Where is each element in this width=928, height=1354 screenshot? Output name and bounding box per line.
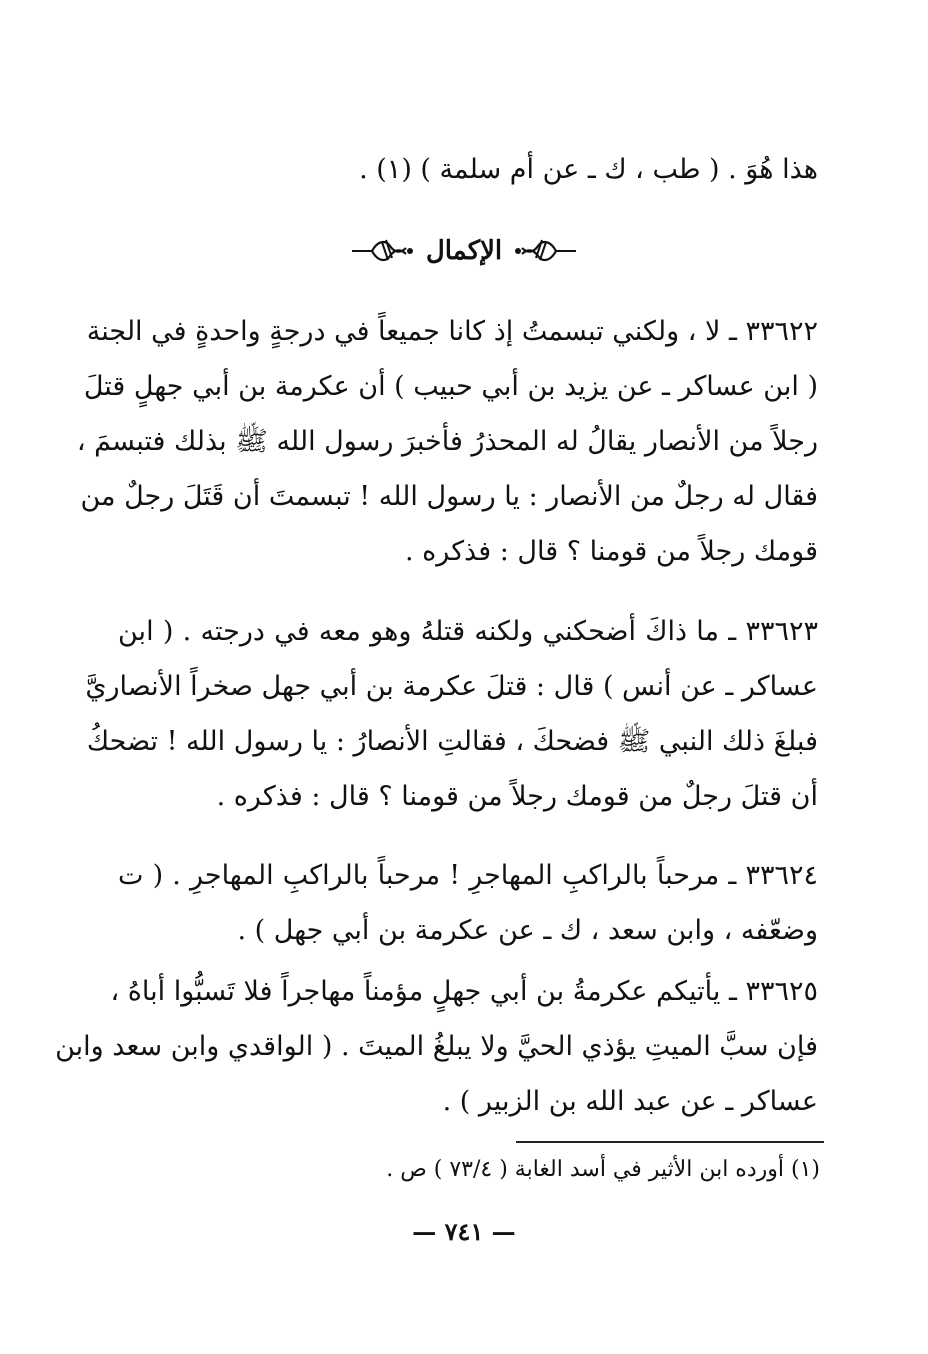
paragraph-line: ( ابن عساكر ـ عن يزيد بن أبي حبيب ) أن عكرمة بن أبي جهلٍ قتلَ	[83, 371, 818, 402]
footnote: (١) أورده ابن الأثير في أسد الغابة ( ٧٣/٤ ) ص .	[386, 1157, 820, 1182]
paragraph-line: ٣٣٦٢٥ ـ يأتيكم عكرمةُ بن أبي جهلٍ مؤمناً مهاجراً فلا تَسبُّوا أباهُ ،	[110, 976, 818, 1007]
paragraph-line: وضعّفه ، وابن سعد ، ك ـ عن عكرمة بن أبي جهل ) .	[237, 915, 818, 946]
paragraph-line: فبلغَ ذلك النبي ﷺ فضحكَ ، فقالتِ الأنصارُ : يا رسول الله ! تضحكُ	[86, 726, 818, 757]
section-title: الإكمال	[425, 236, 503, 266]
top-line: هذا هُوَ . ( طب ، ك ـ عن أم سلمة ) (١) .	[359, 154, 818, 185]
paragraph-line: قومك رجلاً من قومنا ؟ قال : فذكره .	[404, 536, 818, 567]
footnote-divider	[516, 1141, 824, 1143]
paragraph-line: فإن سبَّ الميتِ يؤذي الحيَّ ولا يبلغُ الميتَ . ( الواقدي وابن سعد وابن	[55, 1031, 818, 1062]
paragraph-line: ٣٣٦٢٢ ـ لا ، ولكني تبسمتُ إذ كانا جميعاً في درجةٍ واحدةٍ في الجنة	[86, 316, 818, 347]
paragraph-line: عساكر ـ عن عبد الله بن الزبير ) .	[442, 1086, 818, 1117]
page-number: — ٧٤١ —	[412, 1217, 516, 1246]
paragraph-line: رجلاً من الأنصار يقالُ له المحذرُ فأخبرَ رسول الله ﷺ بذلك فتبسمَ ،	[76, 426, 818, 457]
paragraph-line: فقال له رجلٌ من الأنصار : يا رسول الله ! تبسمتَ أن قَتَلَ رجلٌ من	[80, 481, 818, 512]
section-header	[0, 228, 928, 274]
paragraph-line: ٣٣٦٢٤ ـ مرحباً بالراكبِ المهاجرِ ! مرحباً بالراكبِ المهاجرِ . ( ت	[118, 860, 818, 891]
right-ornament-icon	[512, 236, 578, 266]
left-ornament-icon	[350, 236, 416, 266]
paragraph-line: ٣٣٦٢٣ ـ ما ذاكَ أضحكني ولكنه قتلهُ وهو معه في درجته . ( ابن	[118, 616, 818, 647]
paragraph-line: أن قتلَ رجلٌ من قومك رجلاً من قومنا ؟ قال : فذكره .	[216, 781, 818, 812]
paragraph-line: عساكر ـ عن أنس ) قال : قتلَ عكرمة بن أبي جهل صخراً الأنصاريَّ	[85, 671, 818, 702]
